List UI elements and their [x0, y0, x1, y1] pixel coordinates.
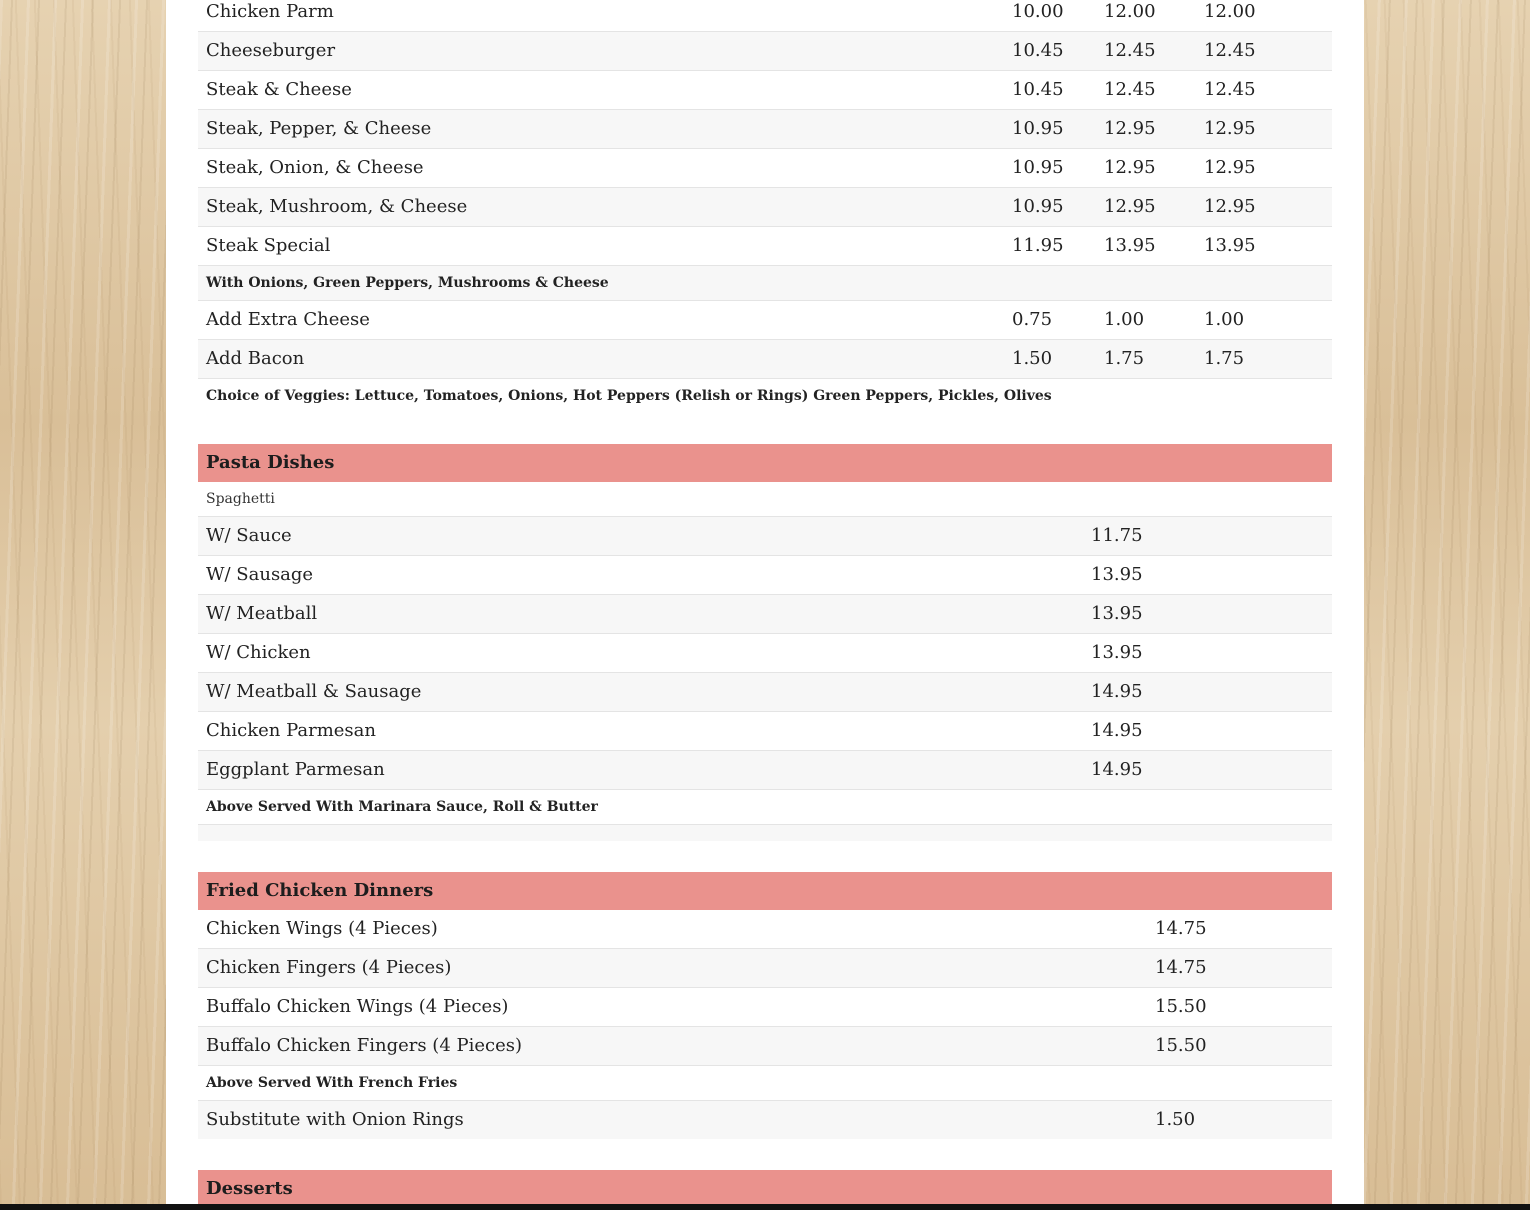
- note-text: Above Served With Marinara Sauce, Roll & Butter: [206, 799, 598, 815]
- item-price: 13.95: [1091, 564, 1143, 585]
- item-price: 13.95: [1091, 603, 1143, 624]
- chicken-note: [198, 1066, 1332, 1101]
- item-name: Chicken Parm: [206, 1, 334, 22]
- item-name: Chicken Wings (4 Pieces): [206, 918, 438, 939]
- item-note: [198, 266, 1332, 301]
- item-name: Steak, Pepper, & Cheese: [206, 118, 432, 139]
- item-name: Steak & Cheese: [206, 79, 352, 100]
- bottom-edge: [0, 1204, 1530, 1210]
- table-row: [198, 188, 1332, 227]
- price-medium: 12.00: [1104, 1, 1156, 22]
- price-small: 10.95: [1012, 196, 1064, 217]
- table-row: [198, 1101, 1332, 1139]
- item-name: Steak Special: [206, 235, 331, 256]
- table-row: [198, 595, 1332, 634]
- note-text: With Onions, Green Peppers, Mushrooms & Cheese: [206, 275, 609, 291]
- menu-page: [166, 0, 1364, 1210]
- chicken-section: [198, 872, 1332, 1139]
- item-price: 14.75: [1155, 918, 1207, 939]
- price-small: 10.95: [1012, 157, 1064, 178]
- item-name: Cheeseburger: [206, 40, 336, 61]
- price-medium: 12.45: [1104, 79, 1156, 100]
- item-name: Buffalo Chicken Fingers (4 Pieces): [206, 1035, 523, 1056]
- item-name: W/ Meatball & Sausage: [206, 681, 422, 702]
- table-row: [198, 301, 1332, 340]
- table-row: [198, 227, 1332, 266]
- table-row: [198, 110, 1332, 149]
- item-name: W/ Sauce: [206, 525, 292, 546]
- table-row: [198, 1027, 1332, 1066]
- item-price: 15.50: [1155, 996, 1207, 1017]
- price-large: 12.00: [1204, 1, 1256, 22]
- price-small: 10.95: [1012, 118, 1064, 139]
- item-name: Add Extra Cheese: [206, 309, 370, 330]
- note-text: Above Served With French Fries: [206, 1075, 458, 1091]
- section-title: Pasta Dishes: [206, 452, 335, 473]
- price-large: 1.00: [1204, 309, 1245, 330]
- price-medium: 12.95: [1104, 118, 1156, 139]
- price-medium: 1.75: [1104, 348, 1145, 369]
- section-title: Fried Chicken Dinners: [206, 880, 434, 901]
- pasta-note: [198, 790, 1332, 825]
- item-name: W/ Chicken: [206, 642, 311, 663]
- table-row: [198, 634, 1332, 673]
- table-row: [198, 988, 1332, 1027]
- subs-table: [198, 0, 1332, 413]
- table-row: [198, 910, 1332, 949]
- section-title: Desserts: [206, 1178, 293, 1199]
- item-price: 14.75: [1155, 957, 1207, 978]
- price-large: 12.45: [1204, 79, 1256, 100]
- item-name: Steak, Mushroom, & Cheese: [206, 196, 468, 217]
- section-header: [198, 444, 1332, 482]
- item-price: 14.95: [1091, 720, 1143, 741]
- section-header: [198, 872, 1332, 910]
- price-medium: 1.00: [1104, 309, 1145, 330]
- table-row: [198, 517, 1332, 556]
- item-price: 15.50: [1155, 1035, 1207, 1056]
- table-row: [198, 712, 1332, 751]
- price-large: 1.75: [1204, 348, 1245, 369]
- item-name: Eggplant Parmesan: [206, 759, 385, 780]
- price-large: 12.95: [1204, 157, 1256, 178]
- item-name: W/ Meatball: [206, 603, 318, 624]
- price-large: 12.95: [1204, 118, 1256, 139]
- table-row: [198, 949, 1332, 988]
- price-large: 12.95: [1204, 196, 1256, 217]
- price-medium: 12.45: [1104, 40, 1156, 61]
- empty-row: [198, 825, 1332, 841]
- price-large: 12.45: [1204, 40, 1256, 61]
- section-header: [198, 1170, 1332, 1208]
- item-price: 13.95: [1091, 642, 1143, 663]
- note-text: Choice of Veggies: Lettuce, Tomatoes, Onions, Hot Peppers (Relish or Rings) Green Peppers, Pickles, Olives: [206, 388, 1052, 404]
- item-name: Chicken Fingers (4 Pieces): [206, 957, 452, 978]
- desserts-section: [198, 1170, 1332, 1208]
- item-name: Steak, Onion, & Cheese: [206, 157, 424, 178]
- price-large: 13.95: [1204, 235, 1256, 256]
- price-medium: 12.95: [1104, 196, 1156, 217]
- veggies-note: [198, 379, 1332, 413]
- item-price: 11.75: [1091, 525, 1143, 546]
- price-medium: 12.95: [1104, 157, 1156, 178]
- table-row: [198, 149, 1332, 188]
- table-row: [198, 751, 1332, 790]
- price-small: 10.00: [1012, 1, 1064, 22]
- price-small: 10.45: [1012, 79, 1064, 100]
- pasta-subtitle: [198, 482, 1332, 517]
- item-name: Substitute with Onion Rings: [206, 1109, 464, 1130]
- item-price: 14.95: [1091, 681, 1143, 702]
- pasta-section: [198, 444, 1332, 841]
- table-row: [198, 556, 1332, 595]
- table-row: [198, 673, 1332, 712]
- price-small: 1.50: [1012, 348, 1053, 369]
- price-small: 11.95: [1012, 235, 1064, 256]
- item-name: Buffalo Chicken Wings (4 Pieces): [206, 996, 509, 1017]
- table-row: [198, 71, 1332, 110]
- item-name: Add Bacon: [206, 348, 305, 369]
- table-row: [198, 0, 1332, 32]
- price-small: 0.75: [1012, 309, 1053, 330]
- price-medium: 13.95: [1104, 235, 1156, 256]
- table-row: [198, 32, 1332, 71]
- item-name: W/ Sausage: [206, 564, 314, 585]
- subtitle-text: Spaghetti: [206, 491, 275, 507]
- item-price: 1.50: [1155, 1109, 1196, 1130]
- item-name: Chicken Parmesan: [206, 720, 376, 741]
- item-price: 14.95: [1091, 759, 1143, 780]
- price-small: 10.45: [1012, 40, 1064, 61]
- table-row: [198, 340, 1332, 379]
